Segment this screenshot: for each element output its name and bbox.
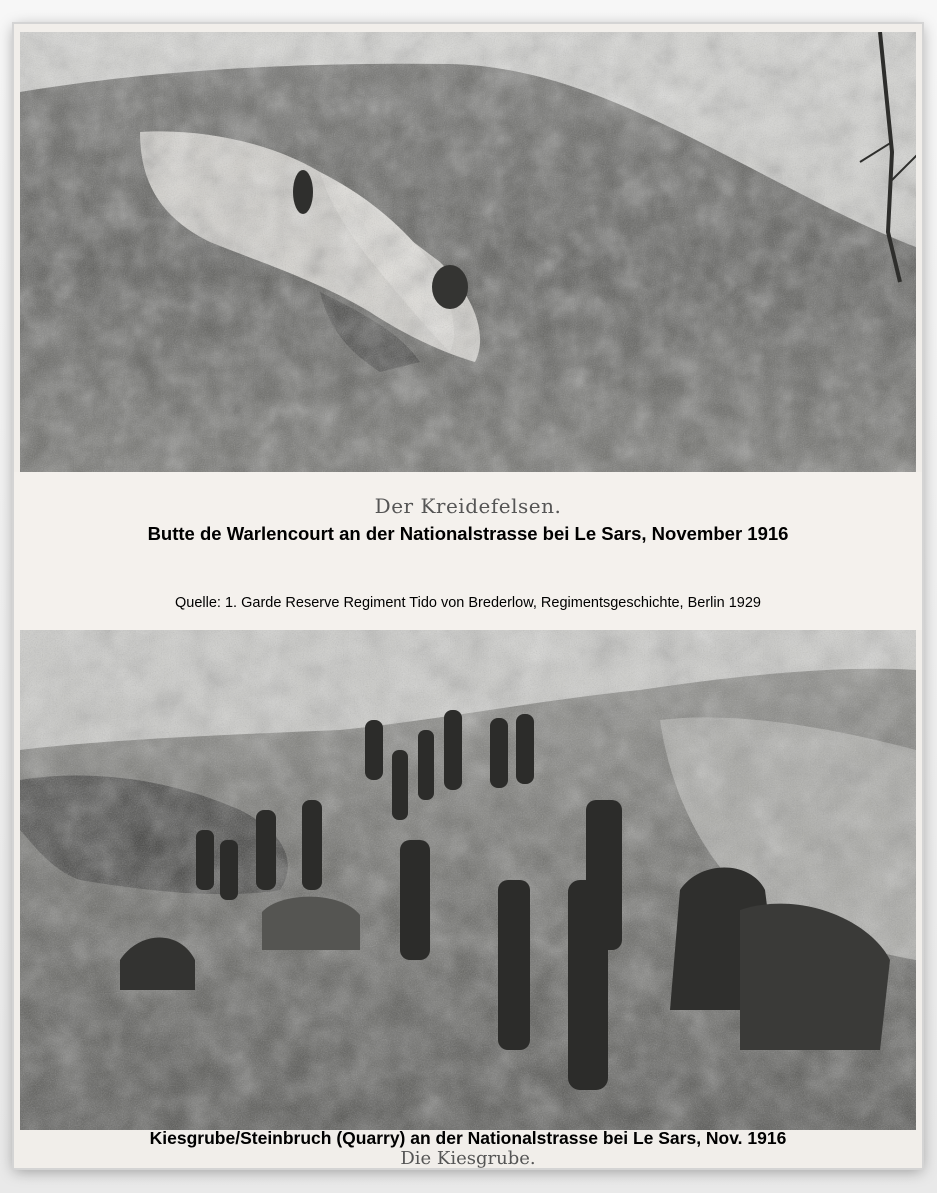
butte-photo: [20, 32, 916, 472]
butte-caption: Butte de Warlencourt an der Nationalstrasse bei Le Sars, November 1916: [147, 523, 789, 544]
quarry-caption: Kiesgrube/Steinbruch (Quarry) an der Nationalstrasse bei Le Sars, Nov. 1916: [149, 1128, 787, 1148]
fraktur-caption-top: Der Kreidefelsen.: [374, 494, 562, 518]
quarry-photo-image: [20, 630, 916, 1130]
quarry-photo: [20, 630, 916, 1130]
butte-photo-image: [20, 32, 916, 472]
source-citation: Quelle: 1. Garde Reserve Regiment Tido von Brederlow, Regimentsgeschichte, Berlin 1929: [175, 595, 761, 611]
caption-band: [14, 472, 922, 630]
document-card: [14, 24, 922, 1168]
fraktur-caption-bottom: Die Kiesgrube.: [400, 1148, 536, 1168]
